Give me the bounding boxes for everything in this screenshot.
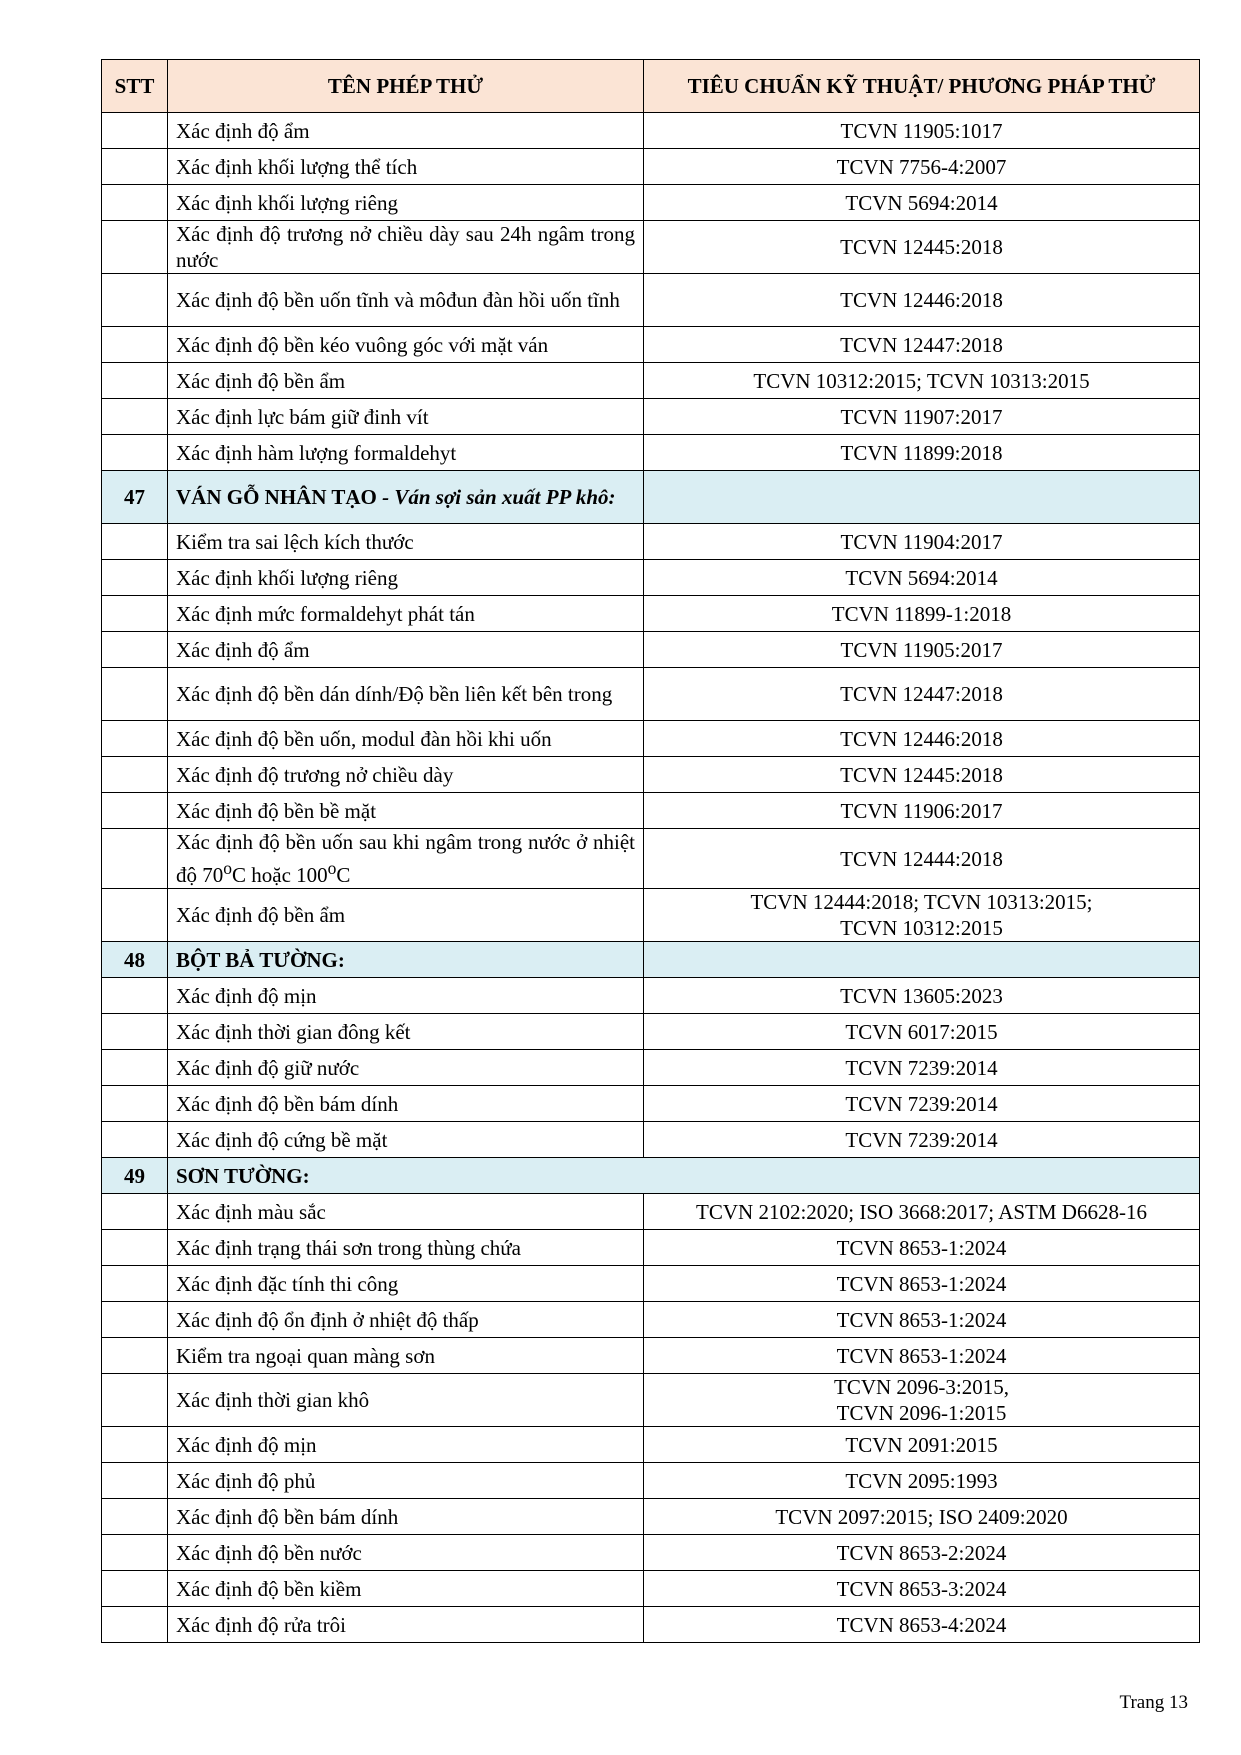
section-row-47 (102, 471, 1200, 524)
table-row (102, 1086, 1200, 1122)
test-standard: TCVN 12444:2018; TCVN 10313:2015; TCVN 10312:2015 (644, 889, 1200, 942)
table-row (102, 793, 1200, 829)
test-standard: TCVN 11906:2017 (644, 793, 1200, 829)
test-name: Xác định độ bền bám dính (168, 1086, 644, 1122)
table-row (102, 1122, 1200, 1158)
test-name: Kiểm tra sai lệch kích thước (168, 524, 644, 560)
test-name: Xác định mức formaldehyt phát tán (168, 596, 644, 632)
section-title-main: VÁN GỖ NHÂN TẠO (176, 485, 377, 509)
table-row (102, 363, 1200, 399)
header-test-name: TÊN PHÉP THỬ (168, 60, 644, 113)
test-standard: TCVN 13605:2023 (644, 978, 1200, 1014)
test-name: Xác định độ cứng bề mặt (168, 1122, 644, 1158)
test-name: Xác định độ phủ (168, 1463, 644, 1499)
test-standard: TCVN 6017:2015 (644, 1014, 1200, 1050)
test-name: Xác định lực bám giữ đinh vít (168, 399, 644, 435)
table-row (102, 435, 1200, 471)
table-row (102, 1607, 1200, 1643)
test-standard: TCVN 7756-4:2007 (644, 149, 1200, 185)
test-name: Xác định độ mịn (168, 1427, 644, 1463)
header-stt: STT (102, 60, 168, 113)
test-name: Xác định trạng thái sơn trong thùng chứa (168, 1230, 644, 1266)
table-row (102, 221, 1200, 274)
section-number: 49 (102, 1158, 168, 1194)
section-number: 48 (102, 942, 168, 978)
section-title-sub: - Ván sợi sản xuất PP khô: (376, 485, 616, 509)
test-name: Xác định thời gian đông kết (168, 1014, 644, 1050)
table-row (102, 1050, 1200, 1086)
table-row (102, 978, 1200, 1014)
test-standard: TCVN 8653-1:2024 (644, 1266, 1200, 1302)
table-header-row (102, 60, 1200, 113)
table-row (102, 1463, 1200, 1499)
test-standard: TCVN 7239:2014 (644, 1050, 1200, 1086)
test-name: Xác định độ bền uốn tĩnh và môđun đàn hồi uốn tĩnh (168, 274, 644, 327)
test-name: Xác định độ trương nở chiều dày (168, 757, 644, 793)
test-standard: TCVN 11905:1017 (644, 113, 1200, 149)
table-row (102, 1374, 1200, 1427)
test-standard: TCVN 11899-1:2018 (644, 596, 1200, 632)
table-row (102, 1338, 1200, 1374)
test-standard: TCVN 2096-3:2015, TCVN 2096-1:2015 (644, 1374, 1200, 1427)
test-name: Xác định độ ổn định ở nhiệt độ thấp (168, 1302, 644, 1338)
test-standard: TCVN 10312:2015; TCVN 10313:2015 (644, 363, 1200, 399)
table-row (102, 327, 1200, 363)
page-number: Trang 13 (1119, 1692, 1188, 1713)
test-name: Xác định độ bền kéo vuông góc với mặt ván (168, 327, 644, 363)
test-standard: TCVN 5694:2014 (644, 560, 1200, 596)
test-standard: TCVN 8653-1:2024 (644, 1302, 1200, 1338)
test-name: Xác định khối lượng thể tích (168, 149, 644, 185)
test-name: Kiểm tra ngoại quan màng sơn (168, 1338, 644, 1374)
section-title: BỘT BẢ TƯỜNG: (168, 942, 644, 978)
table-row (102, 1499, 1200, 1535)
table-row (102, 149, 1200, 185)
table-row (102, 829, 1200, 889)
test-standard: TCVN 8653-2:2024 (644, 1535, 1200, 1571)
table-row (102, 1302, 1200, 1338)
table-row (102, 757, 1200, 793)
test-standard: TCVN 2102:2020; ISO 3668:2017; ASTM D6628-16 (644, 1194, 1200, 1230)
test-name: Xác định độ ẩm (168, 113, 644, 149)
test-standard: TCVN 11907:2017 (644, 399, 1200, 435)
test-standard: TCVN 12447:2018 (644, 668, 1200, 721)
test-name: Xác định độ bền bề mặt (168, 793, 644, 829)
table-row (102, 1014, 1200, 1050)
test-name: Xác định độ bền uốn, modul đàn hồi khi uốn (168, 721, 644, 757)
test-standard: TCVN 2097:2015; ISO 2409:2020 (644, 1499, 1200, 1535)
test-name: Xác định độ bền uốn sau khi ngâm trong nước ở nhiệt độ 70$^o$C hoặc 100$^o$C (168, 829, 644, 889)
table-row (102, 1571, 1200, 1607)
test-name: Xác định hàm lượng formaldehyt (168, 435, 644, 471)
test-name: Xác định độ bền ẩm (168, 363, 644, 399)
test-standards-table (101, 59, 1200, 1643)
table-row (102, 889, 1200, 942)
table-row (102, 632, 1200, 668)
table-row (102, 721, 1200, 757)
table-row (102, 185, 1200, 221)
table-row (102, 1194, 1200, 1230)
table-row (102, 274, 1200, 327)
test-standard: TCVN 11899:2018 (644, 435, 1200, 471)
test-standard: TCVN 8653-3:2024 (644, 1571, 1200, 1607)
test-standard: TCVN 7239:2014 (644, 1086, 1200, 1122)
test-standard: TCVN 8653-4:2024 (644, 1607, 1200, 1643)
table-row (102, 1230, 1200, 1266)
test-standard: TCVN 11905:2017 (644, 632, 1200, 668)
test-standard: TCVN 12444:2018 (644, 829, 1200, 889)
test-standard: TCVN 12445:2018 (644, 221, 1200, 274)
test-name: Xác định độ giữ nước (168, 1050, 644, 1086)
section-row-49 (102, 1158, 1200, 1194)
test-standard: TCVN 7239:2014 (644, 1122, 1200, 1158)
table-row (102, 1266, 1200, 1302)
test-standard: TCVN 12446:2018 (644, 721, 1200, 757)
test-name: Xác định thời gian khô (168, 1374, 644, 1427)
test-name: Xác định độ mịn (168, 978, 644, 1014)
test-standard: TCVN 12446:2018 (644, 274, 1200, 327)
test-name: Xác định độ ẩm (168, 632, 644, 668)
section-title (168, 471, 644, 524)
table-row (102, 524, 1200, 560)
test-standard: TCVN 8653-1:2024 (644, 1338, 1200, 1374)
section-number: 47 (102, 471, 168, 524)
test-standard: TCVN 5694:2014 (644, 185, 1200, 221)
table-row (102, 1427, 1200, 1463)
test-name: Xác định độ rửa trôi (168, 1607, 644, 1643)
test-name: Xác định khối lượng riêng (168, 560, 644, 596)
test-standard: TCVN 12447:2018 (644, 327, 1200, 363)
section-title: SƠN TƯỜNG: (168, 1158, 1200, 1194)
table-row (102, 113, 1200, 149)
test-name: Xác định độ bền nước (168, 1535, 644, 1571)
test-standard: TCVN 12445:2018 (644, 757, 1200, 793)
section-row-48 (102, 942, 1200, 978)
header-standard: TIÊU CHUẨN KỸ THUẬT/ PHƯƠNG PHÁP THỬ (644, 60, 1200, 113)
test-standard: TCVN 8653-1:2024 (644, 1230, 1200, 1266)
test-standard: TCVN 2095:1993 (644, 1463, 1200, 1499)
test-name: Xác định độ bền kiềm (168, 1571, 644, 1607)
test-name: Xác định đặc tính thi công (168, 1266, 644, 1302)
table-row (102, 560, 1200, 596)
test-name: Xác định độ bền bám dính (168, 1499, 644, 1535)
test-name: Xác định độ trương nở chiều dày sau 24h ngâm trong nước (168, 221, 644, 274)
test-standard: TCVN 2091:2015 (644, 1427, 1200, 1463)
test-name: Xác định độ bền dán dính/Độ bền liên kết bên trong (168, 668, 644, 721)
table-row (102, 1535, 1200, 1571)
test-name: Xác định màu sắc (168, 1194, 644, 1230)
table-row (102, 668, 1200, 721)
test-standard: TCVN 11904:2017 (644, 524, 1200, 560)
test-name: Xác định độ bền ẩm (168, 889, 644, 942)
table-row (102, 399, 1200, 435)
test-name: Xác định khối lượng riêng (168, 185, 644, 221)
table-row (102, 596, 1200, 632)
